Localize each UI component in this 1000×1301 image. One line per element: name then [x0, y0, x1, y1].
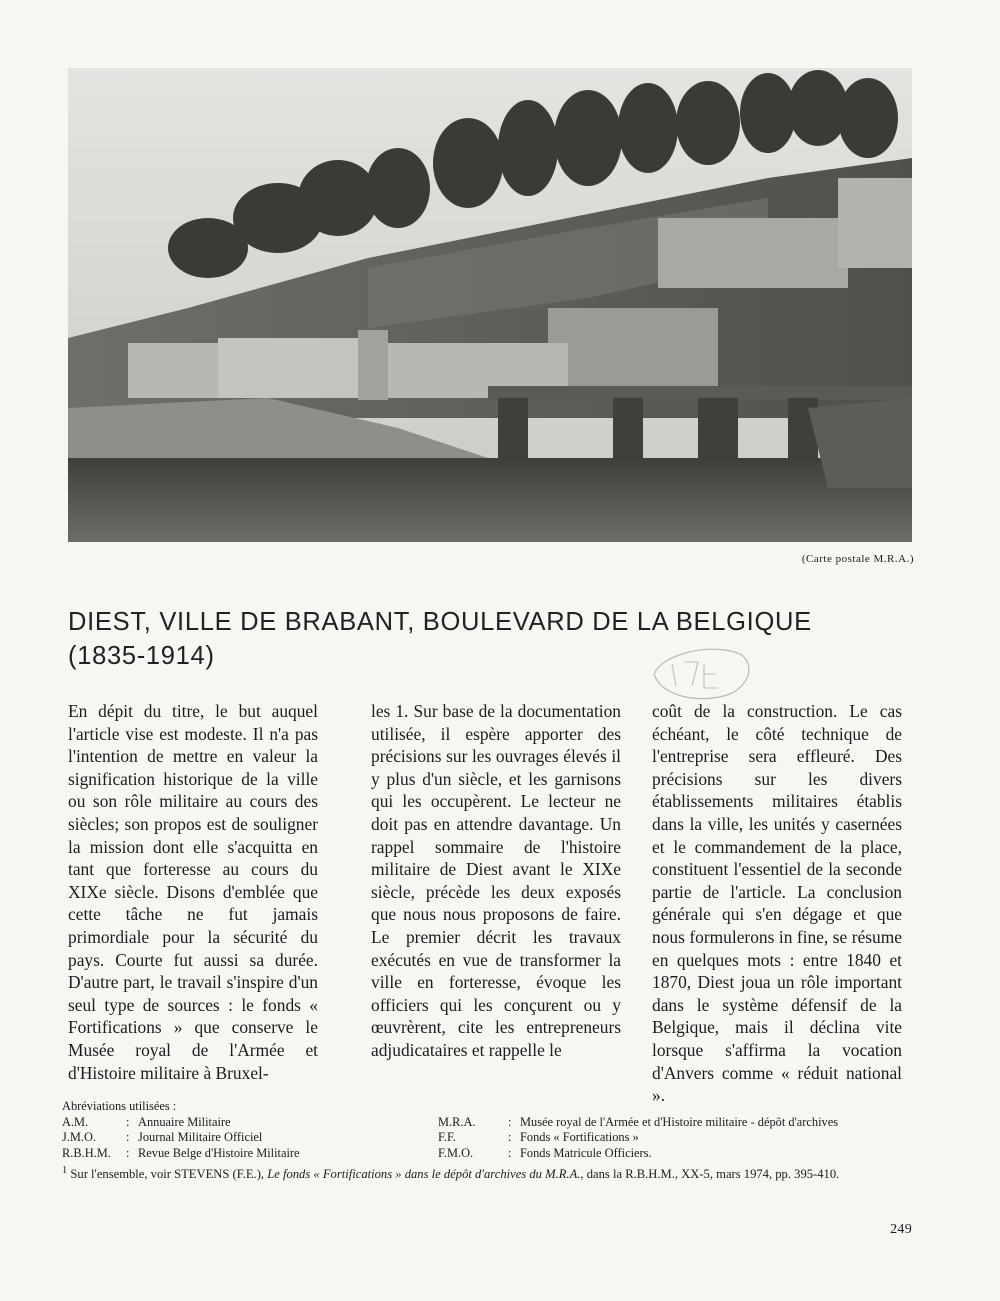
text-column-1 — [68, 700, 318, 1084]
footnote-text-a: Sur l'ensemble, voir STEVENS (F.E.), — [70, 1167, 265, 1182]
column-3-paragraph: coût de la construction. Le cas échéant, le côté technique de l'entreprise sera effleuré. Des précisions sur les divers établissements militaires établis dans la ville, les unités y casernées et le commandement de la place, constituent l'essentiel de la seconde partie de l'article. La conclusion générale qui s'en dégage et que nous formulerons in fine, se résume en quelques mots : entre 1840 et 1870, Diest joua un rôle important dans le système défensif de la Belgique, mais il déclina vite lorsque s'affirma la vocation d'Anvers comme « réduit national ». — [652, 701, 902, 1106]
abbr-term: J.M.O. — [62, 1130, 97, 1145]
column-1-paragraph: En dépit du titre, le but auquel l'article vise est modeste. Il n'a pas l'intention de mettre en valeur la signification historique de la ville ou son rôle militaire au cours des siècles; son propos est de souligner la mission dont elle s'acquitta en tant que forteresse au cours du XIXe siècle. Disons d'emblée que cette tâche ne fut jamais primordiale pour la sécurité du pays. Courte fut aussi sa durée. D'autre part, le travail s'inspire d'un seul type de sources : le fonds « Fortifications » que conserve le Musée royal de l'Armée et d'Histoire militaire à Bruxel- — [68, 701, 318, 1083]
abbr-separator: : — [508, 1145, 512, 1160]
footnote-text-b: , dans la R.B.H.M., XX-5, mars 1974, pp. 395-410. — [580, 1167, 840, 1182]
abbreviations-title: Abréviations utilisées : — [62, 1099, 177, 1113]
abbr-meaning: Fonds Matricule Officiers. — [520, 1145, 652, 1160]
abbr-separator: : — [508, 1130, 512, 1145]
fortress-photograph — [68, 68, 912, 542]
abbreviations-list — [62, 1115, 922, 1161]
title-line-2: (1835-1914) — [68, 642, 215, 670]
abbr-term: F.M.O. — [438, 1145, 474, 1160]
abbr-meaning: Musée royal de l'Armée et d'Histoire militaire - dépôt d'archives — [520, 1115, 839, 1130]
title-line-1: DIEST, VILLE DE BRABANT, BOULEVARD DE LA BELGIQUE — [68, 608, 812, 636]
abbr-meaning: Fonds « Fortifications » — [520, 1130, 639, 1145]
abbr-term: F.F. — [438, 1130, 456, 1145]
footnote-number: 1 — [62, 1165, 68, 1176]
footnote — [62, 1163, 922, 1183]
article-title — [68, 605, 928, 673]
abbr-separator: : — [126, 1130, 130, 1145]
abbr-meaning: Annuaire Militaire — [138, 1115, 231, 1130]
footnote-italic-title: Le fonds « Fortifications » dans le dépôt d'archives du M.R.A. — [267, 1167, 581, 1182]
column-2-paragraph: les 1. Sur base de la documentation utilisée, il espère apporter des précisions sur les ouvrages élevés il y plus d'un siècle, et les garnisons qui les occupèrent. Le lecteur ne doit pas en attendre davantage. Un rappel sommaire de l'histoire militaire de Diest avant le XIXe siècle, précède les deux exposés que nous nous proposons de faire. Le premier décrit les travaux exécutés en vue de transformer la ville en forteresse, évoque les officiers qui les conçurent ou y œuvrèrent, cite les entrepreneurs adjudicataires et rappelle le — [371, 701, 621, 1060]
abbr-separator: : — [126, 1145, 130, 1160]
abbr-term: M.R.A. — [438, 1115, 476, 1130]
abbr-term: A.M. — [62, 1115, 89, 1130]
abbr-term: R.B.H.M. — [62, 1145, 111, 1160]
abbr-separator: : — [508, 1115, 512, 1130]
pencil-annotation-icon — [642, 634, 762, 704]
text-column-3 — [652, 700, 902, 1107]
abbr-separator: : — [126, 1115, 130, 1130]
abbr-meaning: Revue Belge d'Histoire Militaire — [138, 1145, 300, 1160]
page-number: 249 — [890, 1222, 912, 1237]
abbr-meaning: Journal Militaire Officiel — [138, 1130, 263, 1145]
photo-caption: (Carte postale M.R.A.) — [801, 553, 914, 565]
text-column-2 — [371, 700, 621, 1062]
abbreviations-block — [62, 1099, 922, 1161]
